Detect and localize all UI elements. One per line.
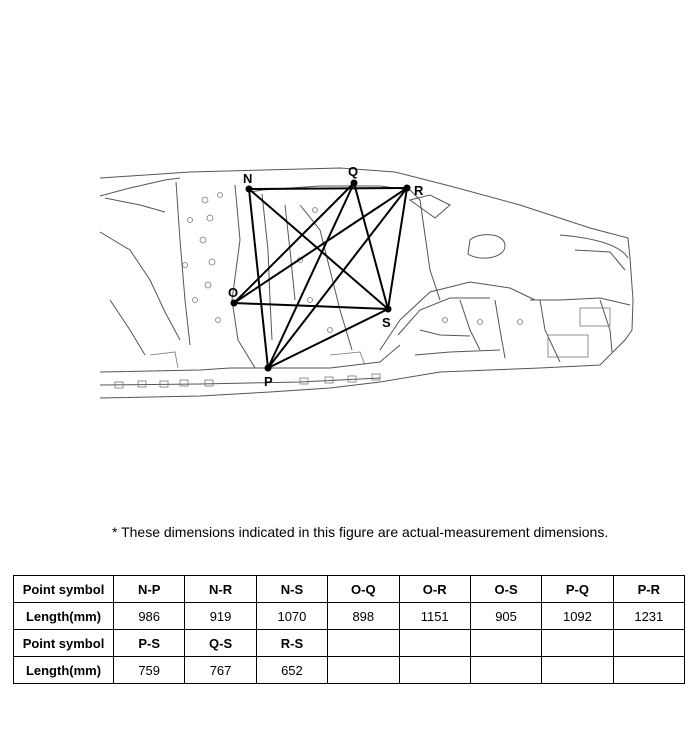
table-cell: 986 [114, 603, 185, 630]
vehicle-body-details [115, 193, 610, 389]
table-cell [399, 657, 470, 684]
table-row [14, 630, 685, 657]
table-cell: P-S [114, 630, 185, 657]
point-n-label: N [243, 171, 253, 186]
vehicle-body-outline [100, 168, 633, 398]
table-cell: 905 [470, 603, 541, 630]
table-cell: N-R [185, 576, 256, 603]
table-cell: N-P [114, 576, 185, 603]
point-q-label: Q [348, 164, 359, 179]
table-cell: 759 [114, 657, 185, 684]
point-s-dot [385, 306, 392, 313]
table-cell: 919 [185, 603, 256, 630]
row-label: Length(mm) [14, 657, 114, 684]
table-cell [328, 657, 399, 684]
dimension-table [13, 575, 685, 684]
table-cell: P-Q [542, 576, 613, 603]
point-r-label: R [414, 183, 424, 198]
table-cell: O-S [470, 576, 541, 603]
line-p-s [268, 309, 388, 368]
table-cell [399, 630, 470, 657]
table-cell [542, 657, 613, 684]
table-cell: 767 [185, 657, 256, 684]
table-cell [470, 630, 541, 657]
table-row [14, 576, 685, 603]
line-p-q [268, 183, 354, 368]
table-cell: 1151 [399, 603, 470, 630]
point-s-label: S [382, 315, 391, 330]
table-row [14, 603, 685, 630]
table-cell: 1070 [256, 603, 327, 630]
table-cell: O-Q [328, 576, 399, 603]
table-cell: P-R [613, 576, 684, 603]
table-cell: Q-S [185, 630, 256, 657]
table-cell: 1231 [613, 603, 684, 630]
point-n-dot [246, 186, 253, 193]
table-cell [470, 657, 541, 684]
line-q-s [354, 183, 388, 309]
row-label: Length(mm) [14, 603, 114, 630]
point-r-dot [404, 185, 411, 192]
table-row [14, 657, 685, 684]
table-cell [328, 630, 399, 657]
table-cell: 898 [328, 603, 399, 630]
table-cell: 1092 [542, 603, 613, 630]
point-q-dot [351, 180, 358, 187]
table-cell: R-S [256, 630, 327, 657]
table-cell [613, 657, 684, 684]
point-p-label: P [264, 374, 273, 389]
row-label: Point symbol [14, 630, 114, 657]
point-o-dot [231, 300, 238, 307]
table-cell: 652 [256, 657, 327, 684]
measurement-note: * These dimensions indicated in this figure are actual-measurement dimensions. [112, 524, 609, 540]
point-p-dot [265, 365, 272, 372]
row-label: Point symbol [14, 576, 114, 603]
table-cell: O-R [399, 576, 470, 603]
line-o-s [234, 303, 388, 309]
measurement-lines [234, 183, 407, 368]
table-cell [542, 630, 613, 657]
line-r-s [388, 188, 407, 309]
table-cell: N-S [256, 576, 327, 603]
line-n-r [249, 188, 407, 189]
point-o-label: O [228, 285, 239, 300]
table-cell [613, 630, 684, 657]
